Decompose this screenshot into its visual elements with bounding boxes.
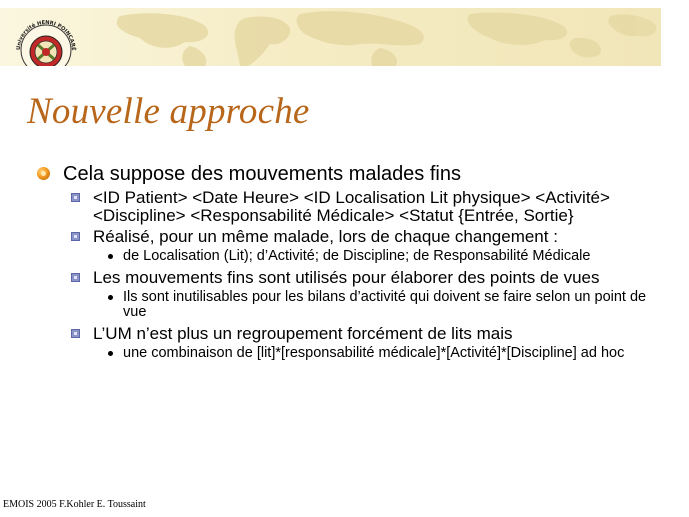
slide-title: Nouvelle approche (27, 91, 310, 132)
dot-bullet-icon (108, 295, 113, 300)
square-bullet-icon (71, 329, 80, 338)
header-banner (0, 8, 661, 73)
bullet-level3 (36, 346, 656, 361)
bullet-level2 (36, 269, 656, 287)
dot-bullet-icon (108, 254, 113, 259)
bullet-level3 (36, 249, 656, 264)
bullet-text: L’UM n’est plus un regroupement forcément de lits mais (93, 324, 513, 343)
bullet-text: Ils sont inutilisables pour les bilans d’activité qui doivent se faire selon un point de vue (123, 289, 647, 320)
slide-content (36, 163, 656, 366)
university-logo: Université HENRI POINCARÉ NANCY (15, 19, 87, 73)
bullet-level2 (36, 189, 656, 225)
square-bullet-icon (71, 193, 80, 202)
world-map-decoration (0, 8, 661, 73)
square-bullet-icon (71, 232, 80, 241)
square-bullet-icon (71, 273, 80, 282)
bullet-text: Cela suppose des mouvements malades fins (63, 163, 461, 185)
bullet-text: Les mouvements fins sont utilisés pour élaborer des points de vues (93, 268, 600, 287)
bullet-text: <ID Patient> <Date Heure> <ID Localisation Lit physique> <Activité> <Discipline> <Responsabilité Médicale> <Statut {Entrée, Sortie} (93, 188, 610, 225)
bullet-text: une combinaison de [lit]*[responsabilité médicale]*[Activité]*[Discipline] ad hoc (123, 345, 625, 361)
orange-bullet-icon (37, 167, 50, 180)
bullet-level2 (36, 228, 656, 246)
bullet-level1 (36, 163, 656, 185)
bullet-level2 (36, 325, 656, 343)
dot-bullet-icon (108, 351, 113, 356)
bullet-text: de Localisation (Lit); d’Activité; de Discipline; de Responsabilité Médicale (123, 248, 591, 264)
svg-text:Université HENRI POINCARÉ: Université HENRI POINCARÉ (15, 19, 77, 51)
bullet-level3 (36, 290, 656, 320)
bullet-text: Réalisé, pour un même malade, lors de chaque changement : (93, 227, 558, 246)
footer-credit: EMOIS 2005 F.Kohler E. Toussaint (3, 499, 146, 510)
